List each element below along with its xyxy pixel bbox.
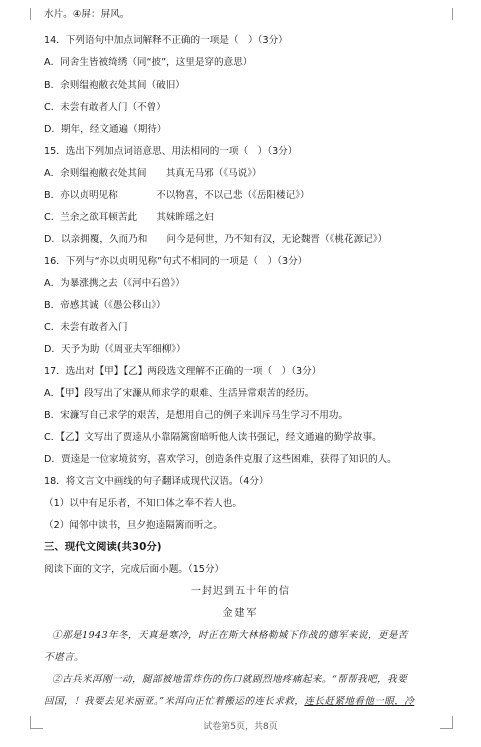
article-paragraph-1: ①那是1943年冬，天真是寒冷，时正在斯大林格勒城下作战的德军来说，更是苦	[52, 630, 408, 641]
article-title: 一封迟到五十年的信	[191, 586, 290, 597]
page-corner-mark	[30, 8, 43, 20]
question-15-option-b: B．亦以贞明见称 不以物喜，不以己悲（《岳阳楼记》）	[44, 190, 310, 201]
question-15-option-c: C．兰余之欲耳顿苦此 其妹眸瑶之妇	[44, 212, 214, 223]
section-heading: 三、现代文阅读(共30分)	[44, 541, 162, 553]
article-text: 回国，！我要去见米丽亚。”米洱向正忙着搬运的连长求救，	[44, 696, 305, 707]
question-16-option-a: A．为暴涨携之去（《河中石兽》）	[44, 278, 185, 289]
question-16-option-c: C．未尝有敢者入门	[44, 322, 128, 333]
question-14-option-b: B．余则缊袍敝衣处其间（破旧）	[44, 80, 185, 91]
question-18-stem: 18．将文言文中画线的句子翻译成现代汉语。（4分）	[44, 476, 269, 487]
question-14-option-a: A．同舍生皆被绮绣（同“披”，这里是穿的意思）	[44, 57, 253, 68]
question-18-item-2: （2）闻邻中读书，旦夕抱逵隔篱而听之。	[44, 520, 223, 531]
question-16-stem: 16．下列与“亦以贞明见称”句式不相同的一项是（ ）（3分）	[44, 256, 308, 267]
question-15-option-d: D．以亲拥覆，久而乃和 问今是何世，乃不知有汉，无论魏晋（《桃花源记》）	[44, 234, 388, 245]
article-paragraph-2: ②古兵米洱刚一动，腿部被地雷炸伤的伤口就剧烈地疼痛起来。“帮帮我吧，我要	[52, 674, 408, 685]
page-number-footer: 试卷第5页，共8页	[203, 722, 278, 732]
question-17-option-c: C．【乙】文写出了贾逵从小靠隔篱窗暗听他人读书强记，经文通遍的勤学故事。	[44, 432, 382, 443]
question-17-stem: 17．选出对【甲】【乙】两段选文理解不正确的一项（ ）（3分）	[44, 366, 322, 377]
question-16-option-b: B．帝感其诚（《愚公移山》）	[44, 300, 166, 311]
footnote-line: 水片。④屏：屏风。	[44, 9, 130, 20]
question-15-stem: 15．选出下列加点词语意思、用法相同的一项（ ）（3分）	[44, 146, 298, 157]
article-paragraph-1-cont: 不堪言。	[44, 652, 84, 663]
underlined-sentence: 连长赶紧地看他一眼，冷	[304, 696, 415, 707]
question-17-option-b: B．宋濂写自己求学的艰苦，是想用自己的例子来训斥马生学习不用功。	[44, 410, 348, 421]
question-15-option-a: A．余则缊袍敝衣处其间 其真无马邪（《马说》）	[44, 168, 262, 179]
question-18-item-1: （1）以中有足乐者，不知口体之奉不若人也。	[44, 498, 242, 509]
question-14-option-c: C．未尝有敢者人门（不曾）	[44, 102, 166, 113]
article-author: 金建军	[222, 608, 259, 619]
question-14-option-d: D．期年，经文通遍（期待）	[44, 124, 167, 135]
question-14-stem: 14．下列语句中加点词解释不正确的一项是（ ）（3分）	[44, 35, 288, 46]
question-17-option-a: A．【甲】段写出了宋濂从师求学的艰难、生活异常艰苦的经历。	[44, 388, 315, 399]
question-17-option-d: D．贾逵是一位家境贫穷，喜欢学习，创造条件克服了这些困难，获得了知识的人。	[44, 454, 397, 465]
question-16-option-d: D．天予为助（《周亚夫军细柳》）	[44, 344, 186, 355]
reading-instruction: 阅读下面的文字，完成后面小题。（15分）	[44, 564, 225, 575]
article-paragraph-2-cont	[44, 695, 451, 708]
